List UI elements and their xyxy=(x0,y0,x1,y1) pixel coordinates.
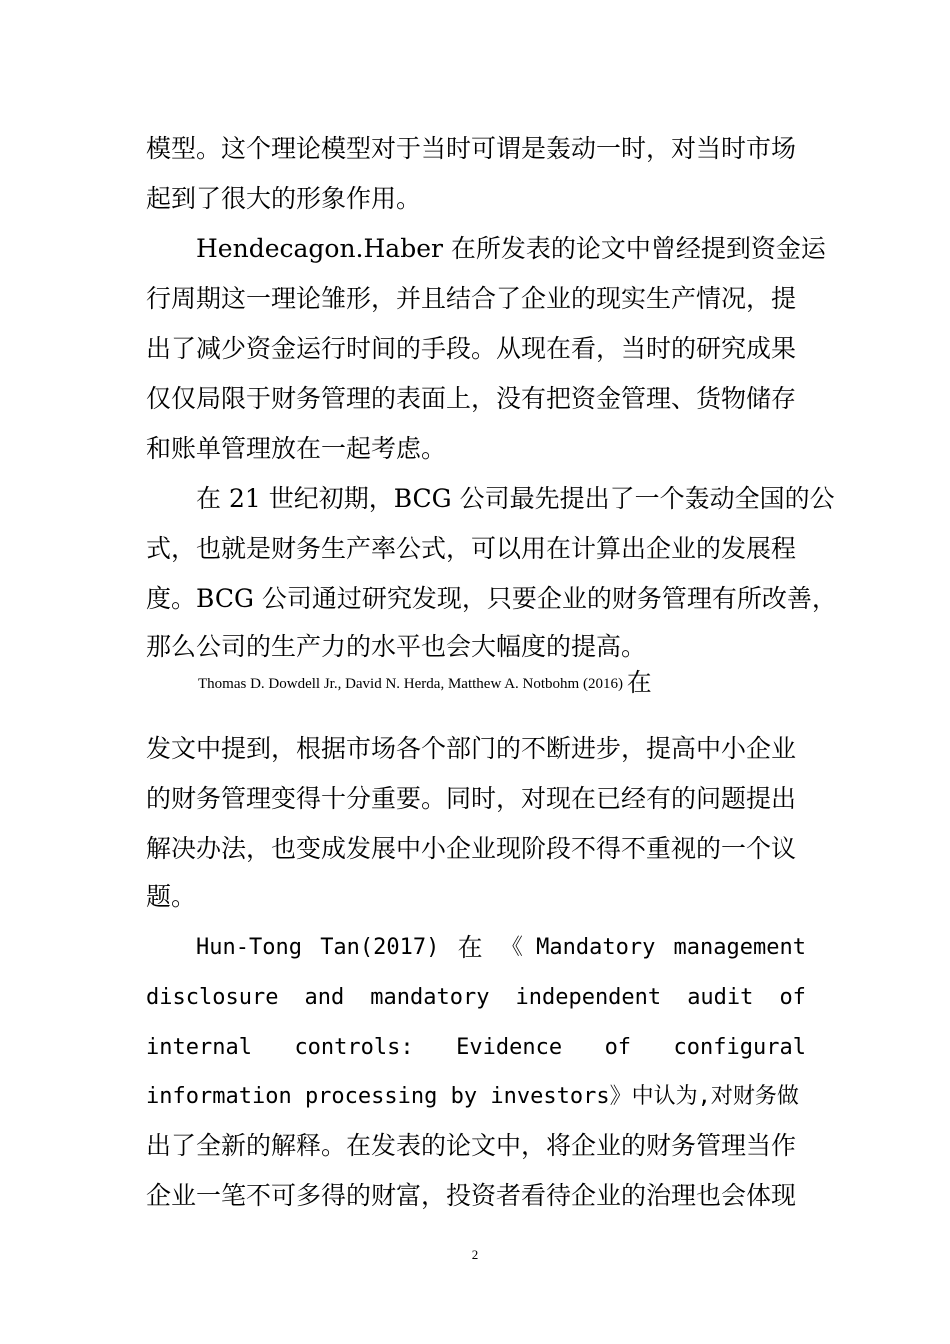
paragraph-line: 和账单管理放在一起考虑。 xyxy=(146,434,447,463)
english-word: Evidence xyxy=(456,1035,563,1060)
english-line xyxy=(146,981,806,1015)
paragraph-line: 那么公司的生产力的水平也会大幅度的提高。 xyxy=(146,632,647,661)
english-word: and xyxy=(304,985,345,1010)
english-word: disclosure xyxy=(146,985,279,1010)
paragraph-line: 企业一笔不可多得的财富，投资者看待企业的治理也会体现 xyxy=(146,1181,797,1210)
paragraph-line: 的财务管理变得十分重要。同时，对现在已经有的问题提出 xyxy=(146,784,797,813)
english-word: of xyxy=(779,985,806,1010)
english-word: 《 Mandatory xyxy=(500,935,656,960)
english-word: controls: xyxy=(294,1035,414,1060)
reference-tail: 在 xyxy=(626,670,652,697)
paragraph-line: 式，也就是财务生产率公式，可以用在计算出企业的发展程 xyxy=(146,534,797,563)
english-word: independent xyxy=(515,985,662,1010)
paragraph-line: 行周期这一理论雏形，并且结合了企业的现实生产情况，提 xyxy=(146,284,797,313)
english-line xyxy=(146,1031,806,1065)
english-word: Tan(2017) xyxy=(320,935,440,960)
english-line xyxy=(196,931,806,965)
paragraph-line: 解决办法，也变成发展中小企业现阶段不得不重视的一个议 xyxy=(146,834,797,863)
reference-authors-line xyxy=(198,671,798,697)
english-line: information processing by investors》中认为,对财务做 xyxy=(146,1084,799,1109)
paragraph-line: 起到了很大的形象作用。 xyxy=(146,184,422,213)
paragraph-line: 模型。这个理论模型对于当时可谓是轰动一时，对当时市场 xyxy=(146,134,797,163)
paragraph-line: 仅仅局限于财务管理的表面上，没有把资金管理、货物储存 xyxy=(146,384,797,413)
paragraph-line: 发文中提到，根据市场各个部门的不断进步，提高中小企业 xyxy=(146,734,797,763)
english-word: configural xyxy=(673,1035,806,1060)
reference-authors: Thomas D. Dowdell Jr., David N. Herda, Matthew A. Notbohm (2016) xyxy=(198,676,623,692)
page-number: 2 xyxy=(471,1247,479,1262)
paragraph-line: 题。 xyxy=(146,882,197,911)
paragraph-line: 出了减少资金运行时间的手段。从现在看，当时的研究成果 xyxy=(146,334,797,363)
english-word: 在 xyxy=(457,933,483,962)
english-word: audit xyxy=(687,985,754,1010)
english-word: of xyxy=(604,1035,632,1060)
english-word: Hun-Tong xyxy=(196,935,302,960)
english-word: management xyxy=(673,935,806,960)
english-word: mandatory xyxy=(370,985,490,1010)
english-word: internal xyxy=(146,1035,252,1060)
paragraph-line: 度。BCG 公司通过研究发现，只要企业的财务管理有所改善， xyxy=(146,584,837,613)
paragraph-line: Hendecagon.Haber 在所发表的论文中曾经提到资金运 xyxy=(196,234,826,263)
paragraph-line: 出了全新的解释。在发表的论文中，将企业的财务管理当作 xyxy=(146,1131,797,1160)
paragraph-line: 在 21 世纪初期，BCG 公司最先提出了一个轰动全国的公 xyxy=(196,484,835,513)
